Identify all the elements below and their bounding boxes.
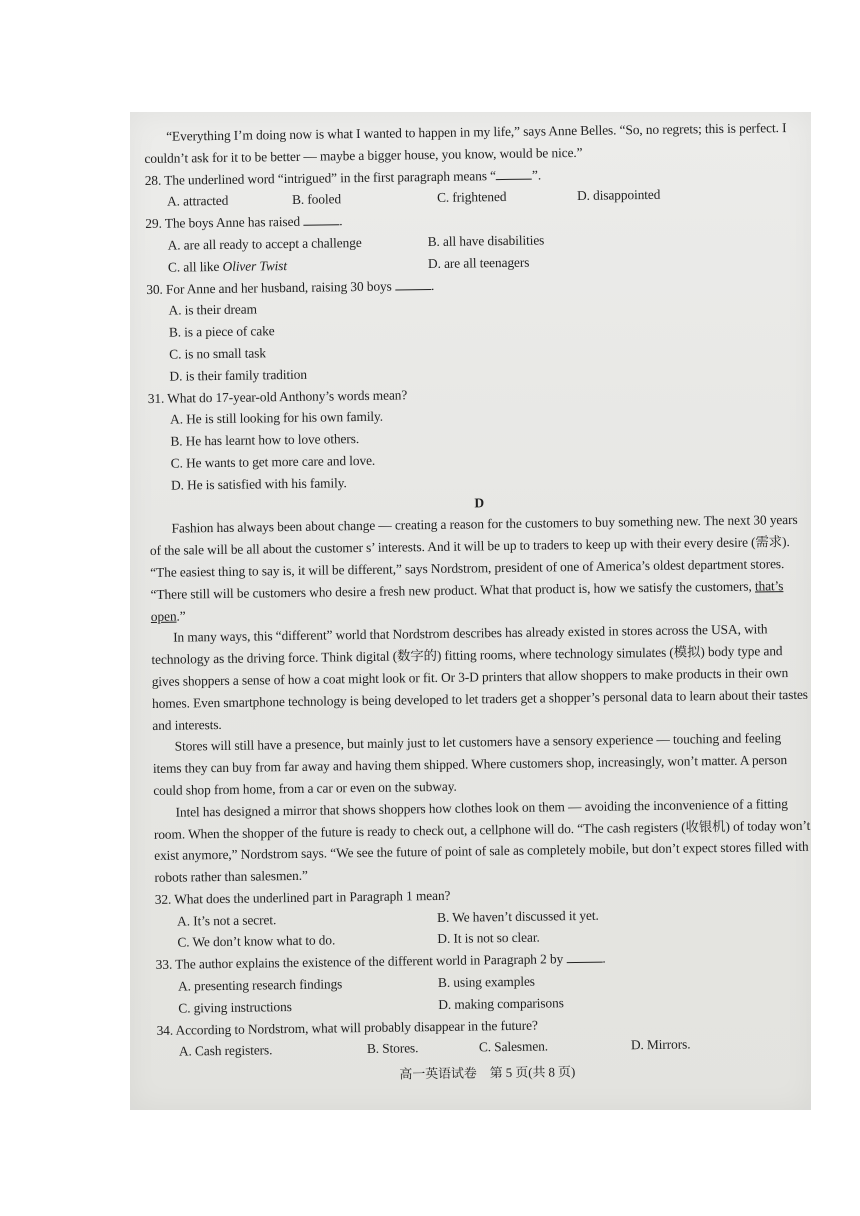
q34-option-d[interactable]: D. Mirrors. (630, 1036, 691, 1053)
p1-text-b: .” (176, 607, 186, 624)
q29-option-c-text: C. all like (167, 258, 220, 275)
q33-blank[interactable] (566, 950, 602, 964)
q29-option-d[interactable]: D. are all teenagers (427, 254, 530, 271)
q32-option-a[interactable]: A. It’s not a secret. (176, 911, 277, 929)
q34-option-b[interactable]: B. Stores. (366, 1040, 419, 1057)
q30-stem-pre: 30. For Anne and her husband, raising 30 boys (146, 278, 392, 297)
passage-d-paragraph-3: Stores will still have a presence, but mainly just to let customers have a sensory experience — touching and feeling items they can buy from far away and having them shipped. Where customers shop, increasingly, won’t matter. A person could shop from home, from a car or even on the subway. (152, 730, 788, 798)
q28-option-b[interactable]: B. fooled (291, 191, 342, 208)
q32-option-b[interactable]: B. We haven’t discussed it yet. (436, 907, 599, 925)
q28-stem-post: ”. (531, 167, 542, 183)
q28-blank[interactable] (496, 166, 532, 180)
q31-option-d[interactable]: D. He is satisfied with his family. (170, 474, 347, 493)
q32-option-d[interactable]: D. It is not so clear. (437, 930, 540, 947)
q28-option-a[interactable]: A. attracted (166, 193, 229, 210)
q30-options (146, 291, 807, 387)
q29-option-a[interactable]: A. are all ready to accept a challenge (167, 234, 362, 253)
q30-blank[interactable] (395, 277, 431, 291)
q29-option-b[interactable]: B. all have disabilities (427, 232, 545, 250)
q29-stem-post: . (339, 213, 343, 229)
q33-option-a[interactable]: A. presenting research findings (177, 976, 343, 994)
q33-option-c[interactable]: C. giving instructions (178, 998, 292, 1016)
intro-quote: “Everything I’m doing now is what I wanted to happen in my life,” says Anne Belles. “So, no regrets; this is perfect. I couldn’t ask for it to be better — maybe a bigger house, you know, would be nice.” (144, 120, 787, 166)
q31-option-c[interactable]: C. He wants to get more care and love. (170, 452, 376, 471)
q31-option-b[interactable]: B. He has learnt how to love others. (170, 431, 360, 449)
q31-option-a[interactable]: A. He is still looking for his own family. (169, 409, 384, 428)
q32-option-c[interactable]: C. We don’t know what to do. (177, 932, 336, 951)
passage-d-paragraph-4: Intel has designed a mirror that shows shoppers how clothes look on them — avoiding the inconvenience of a fitting room. When the shopper of the future is ready to check out, a cellphone will do. “The cash registers (收银机) of today won’t exist anymore,” Nordstrom says. “We see the future of point of sale as completely mobile, but don’t expect stores filled with robots rather than salesmen.” (153, 795, 811, 886)
question-31: 31. What do 17-year-old Anthony’s words mean? (147, 386, 408, 406)
q29-blank[interactable] (303, 212, 339, 226)
p1-underlined-phrase: that’s open (150, 577, 784, 624)
exam-sheet (144, 117, 818, 1102)
q33-stem-post: . (602, 950, 606, 966)
q28-option-d[interactable]: D. disappointed (576, 187, 661, 204)
q33-option-b[interactable]: B. using examples (437, 973, 535, 991)
q30-option-c[interactable]: C. is no small task (169, 345, 266, 362)
q30-option-d[interactable]: D. is their family tradition (169, 366, 307, 384)
passage-d-paragraph-1 (149, 509, 810, 627)
q31-options (148, 400, 809, 496)
q34-option-a[interactable]: A. Cash registers. (178, 1042, 273, 1060)
p1-text-a: Fashion has always been about change — creating a reason for the customers to buy something new. The next 30 years of the sale will be all about the customer s’ interests. And it will be up to traders to keep up with their every desire (需求). “The easiest thing to say is, it will be different,” says Nordstrom, president of one of America’s oldest department stores. “There still will be customers who desire a fresh new product. What that product is, how we satisfy the customers, (149, 512, 798, 602)
q30-option-b[interactable]: B. is a piece of cake (168, 323, 275, 340)
passage-d-paragraph-2: In many ways, this “different” world that Nordstrom describes has already existed in stores across the USA, with technology as the driving force. Think digital (数字的) fitting rooms, where technology simulates (模拟) body type and gives shoppers a sense of how a coat might look or fit. Or 3-D printers that allow shoppers to make products in their own homes. Even smartphone technology is being developed to let traders get a shopper’s personal data to learn about their tastes and interests. (151, 621, 808, 733)
q33-option-d[interactable]: D. making comparisons (438, 995, 564, 1012)
q33-stem-pre: 33. The author explains the existence of the different world in Paragraph 2 by (155, 951, 564, 973)
section-heading-d: D (474, 494, 485, 510)
q29-stem-pre: 29. The boys Anne has raised (145, 214, 301, 232)
q28-option-c[interactable]: C. frightened (436, 189, 507, 206)
page-footer: 高一英语试卷 第 5 页(共 8 页) (399, 1064, 576, 1082)
q28-stem-pre: 28. The underlined word “intrigued” in the first paragraph means “ (144, 167, 497, 188)
q29-option-c[interactable] (168, 253, 428, 278)
q34-option-c[interactable]: C. Salesmen. (478, 1038, 549, 1055)
q29-option-c-title: Oliver Twist (222, 257, 288, 274)
question-32: 32. What does the underlined part in Paragraph 1 mean? (154, 887, 451, 907)
question-34: 34. According to Nordstrom, what will probably disappear in the future? (156, 1017, 538, 1038)
q30-option-a[interactable]: A. is their dream (168, 301, 257, 319)
q30-stem-post: . (430, 277, 435, 293)
exam-page-photo (130, 112, 811, 1110)
